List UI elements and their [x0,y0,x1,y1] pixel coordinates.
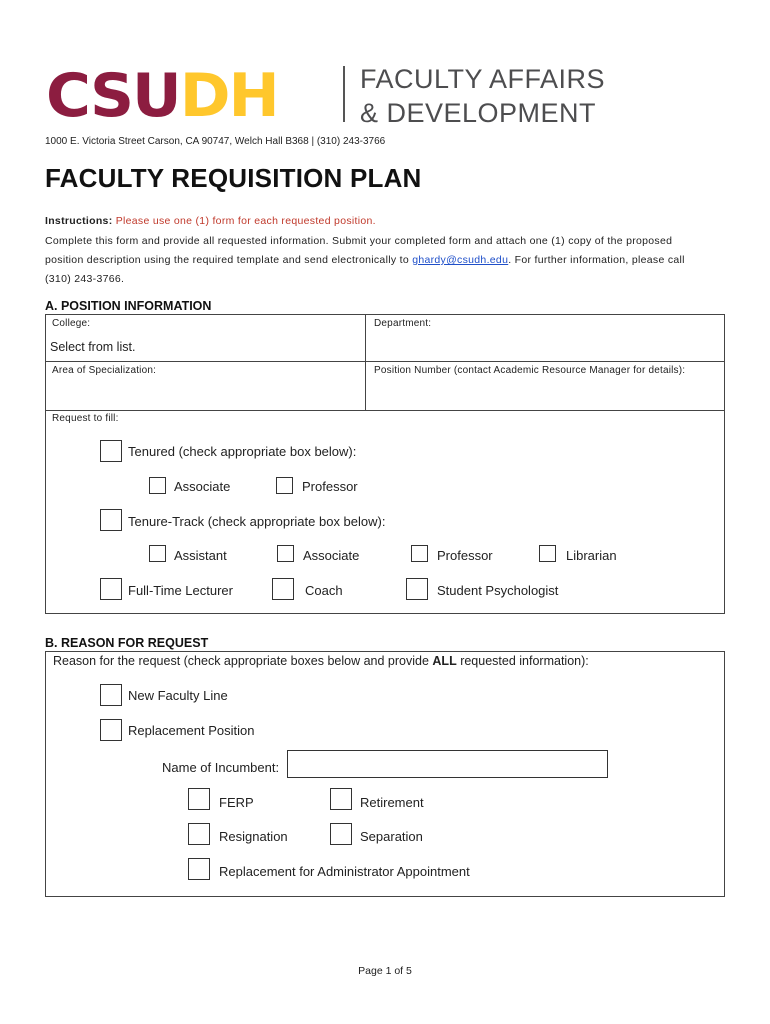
position-info-col-divider [365,314,366,410]
name-of-incumbent-label: Name of Incumbent: [162,760,280,775]
logo-subtitle [360,62,605,130]
page-number: Page 1 of 5 [358,965,412,977]
reason-instruction-a: Reason for the request (check appropriate boxes below and provide [53,654,433,668]
tt-associate-checkbox[interactable] [277,545,294,562]
student-psychologist-label: Student Psychologist [437,583,559,598]
instructions-line3 [45,254,685,266]
college-select[interactable]: Select from list. [50,340,136,354]
coach-label: Coach [305,583,343,598]
coach-checkbox[interactable] [272,578,294,600]
logo-divider [343,66,345,122]
logo-subtitle-line1: FACULTY AFFAIRS [360,64,606,94]
instructions-line3-b: . For further information, please call [508,254,685,266]
tt-associate-label: Associate [303,548,360,563]
logo-dh-text: DH [179,61,278,131]
area-of-specialization-label: Area of Specialization: [52,365,157,376]
reason-instruction-bold: ALL [432,654,457,668]
tt-professor-checkbox[interactable] [411,545,428,562]
replacement-position-label: Replacement Position [128,723,255,738]
position-number-label: Position Number (contact Academic Resource Manager for details): [374,365,686,376]
replacement-admin-label: Replacement for Administrator Appointment [219,864,470,879]
replacement-position-checkbox[interactable] [100,719,122,741]
tenured-checkbox[interactable] [100,440,122,462]
retirement-checkbox[interactable] [330,788,352,810]
reason-instruction [53,654,589,668]
separation-checkbox[interactable] [330,823,352,845]
section-b-heading: B. REASON FOR REQUEST [45,636,209,650]
student-psychologist-checkbox[interactable] [406,578,428,600]
request-to-fill-label: Request to fill: [52,413,119,424]
page-title: FACULTY REQUISITION PLAN [45,163,422,193]
new-faculty-line-checkbox[interactable] [100,684,122,706]
instructions-line2: Complete this form and provide all requested information. Submit your completed form and attach one (1) copy of the proposed [45,235,673,247]
tenure-track-checkbox[interactable] [100,509,122,531]
section-a-heading: A. POSITION INFORMATION [45,299,212,313]
ferp-label: FERP [219,795,254,810]
instructions-line4: (310) 243-3766. [45,273,125,285]
position-number-field[interactable] [368,380,722,407]
tt-librarian-label: Librarian [566,548,617,563]
separation-label: Separation [360,829,423,844]
retirement-label: Retirement [360,795,424,810]
position-info-row-divider-1 [45,361,725,362]
resignation-label: Resignation [219,829,288,844]
tenured-professor-checkbox[interactable] [276,477,293,494]
full-time-lecturer-checkbox[interactable] [100,578,122,600]
tenure-track-label: Tenure-Track (check appropriate box below): [128,514,386,529]
tt-assistant-checkbox[interactable] [149,545,166,562]
logo-csu-text: CSU [46,61,180,131]
instructions-note: Please use one (1) form for each requested position. [115,215,376,227]
tenured-associate-checkbox[interactable] [149,477,166,494]
full-time-lecturer-label: Full-Time Lecturer [128,583,233,598]
new-faculty-line-label: New Faculty Line [128,688,228,703]
reason-instruction-b: requested information): [456,654,589,668]
name-of-incumbent-field[interactable] [287,750,608,778]
logo-subtitle-line2: & DEVELOPMENT [360,98,597,128]
instructions-line3-a: position description using the required template and send electronically to [45,254,409,266]
tenured-professor-label: Professor [302,479,358,494]
resignation-checkbox[interactable] [188,823,210,845]
tenured-label: Tenured (check appropriate box below): [128,444,357,459]
tt-professor-label: Professor [437,548,493,563]
email-link[interactable]: ghardy@csudh.edu [412,254,509,266]
address-line: 1000 E. Victoria Street Carson, CA 90747, Welch Hall B368 | (310) 243-3766 [45,136,386,147]
instructions-line1 [45,215,376,227]
tenured-associate-label: Associate [174,479,231,494]
area-of-specialization-field[interactable] [48,380,362,407]
tt-assistant-label: Assistant [174,548,227,563]
department-label: Department: [374,318,432,329]
csudh-logo [46,56,278,136]
ferp-checkbox[interactable] [188,788,210,810]
replacement-admin-checkbox[interactable] [188,858,210,880]
college-label: College: [52,318,91,329]
department-field[interactable] [368,332,722,358]
position-info-row-divider-2 [45,410,725,411]
position-info-table [45,314,725,614]
tt-librarian-checkbox[interactable] [539,545,556,562]
instructions-label: Instructions: [45,215,113,227]
